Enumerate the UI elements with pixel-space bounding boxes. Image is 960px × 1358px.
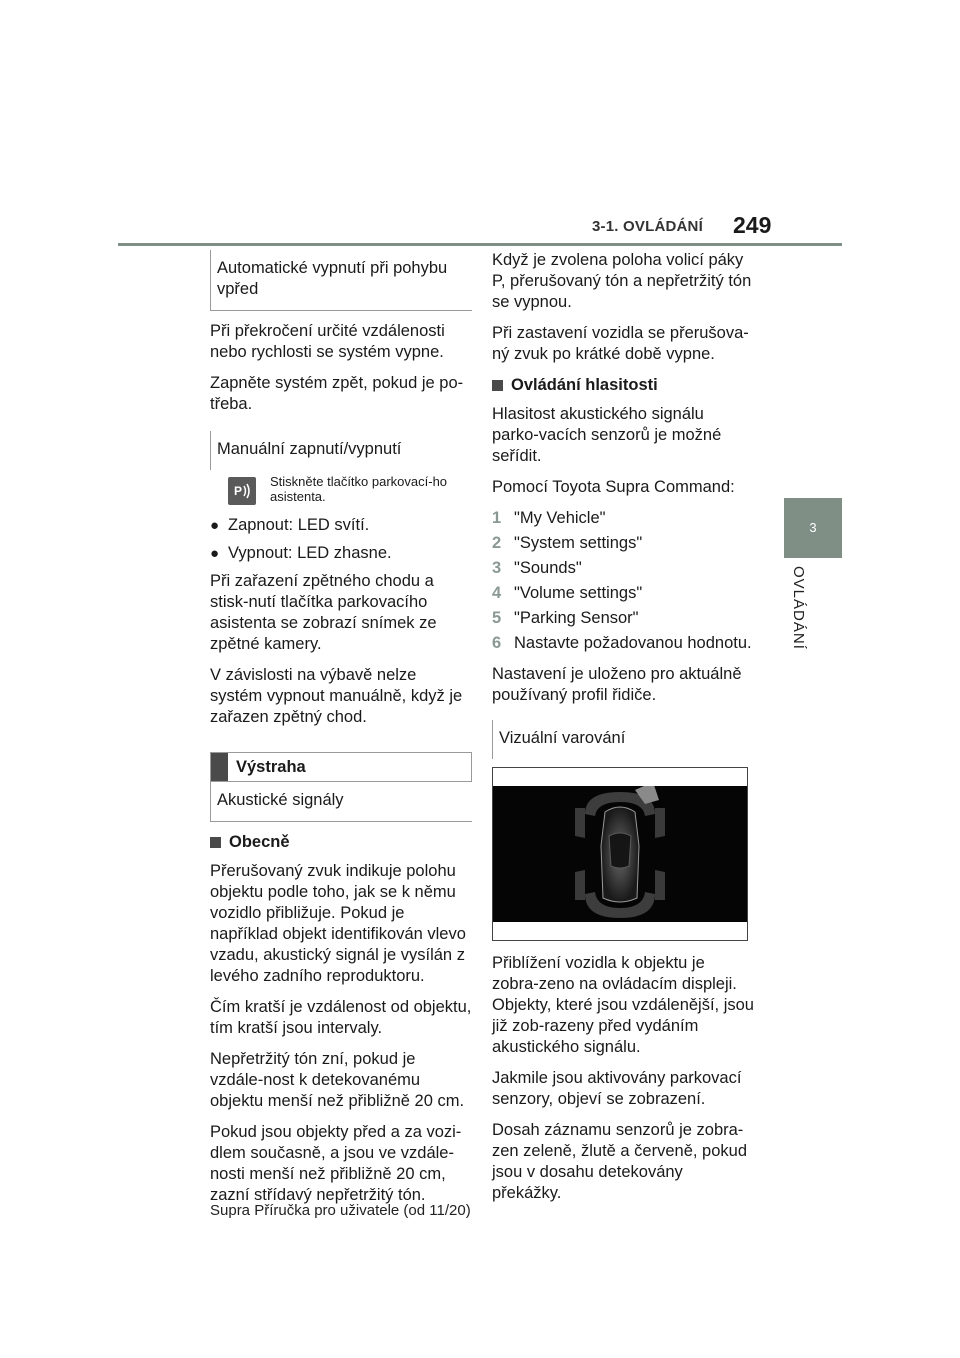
step-text: "Volume settings" xyxy=(514,584,643,602)
box-auto-off xyxy=(210,250,472,311)
step-number: 5 xyxy=(492,609,502,627)
paragraph: Při překročení určité vzdálenosti nebo rychlosti se systém vypne. xyxy=(210,322,445,361)
warning-box xyxy=(210,752,472,782)
right-column xyxy=(492,250,754,1214)
box-visual-title: Vizuální varování xyxy=(499,729,626,747)
square-bullet-icon xyxy=(210,837,221,848)
chapter-tab: 3 xyxy=(784,498,842,558)
sub-heading xyxy=(492,375,754,396)
step-text: "My Vehicle" xyxy=(514,509,606,527)
step-text: "Parking Sensor" xyxy=(514,609,639,627)
box-acoustic-title: Akustické signály xyxy=(217,791,344,809)
bullet-icon: ● xyxy=(210,517,220,534)
step-number: 6 xyxy=(492,634,502,652)
box-manual-title: Manuální zapnutí/vypnutí xyxy=(217,440,402,458)
paragraph: Nepřetržitý tón zní, pokud je vzdále-nost k detekovanému objektu menší než přibližně 20 cm. xyxy=(210,1050,465,1110)
step-number: 1 xyxy=(492,509,502,527)
paragraph: Pomocí Toyota Supra Command: xyxy=(492,478,735,496)
paragraph: Když je zvolena poloha volicí páky P, přerušovaný tón a nepřetržitý tón se vypnou. xyxy=(492,251,752,311)
list-item-text: Vypnout: LED zhasne. xyxy=(228,544,392,562)
paragraph: Hlasitost akustického signálu parko-vacích senzorů je možné seřídit. xyxy=(492,405,722,465)
sub-heading-text: Ovládání hlasitosti xyxy=(511,376,658,394)
list-item-text: Zapnout: LED svítí. xyxy=(228,516,370,534)
step-item xyxy=(492,608,754,629)
step-item xyxy=(492,533,754,554)
paragraph: Čím kratší je vzdálenost od objektu, tím kratší jsou intervaly. xyxy=(210,998,472,1037)
header-divider xyxy=(118,243,842,246)
section-title: 3-1. OVLÁDÁNÍ xyxy=(592,218,703,235)
paragraph: Zapněte systém zpět, pokud je po-třeba. xyxy=(210,374,464,413)
box-manual xyxy=(210,431,472,470)
step-item xyxy=(492,633,754,654)
footer-text: Supra Příručka pro uživatele (od 11/20) xyxy=(210,1202,471,1219)
paragraph: Při zastavení vozidla se přerušova-ný zvuk po krátké době vypne. xyxy=(492,324,749,363)
step-text: "System settings" xyxy=(514,534,643,552)
paragraph: Dosah záznamu senzorů je zobra-zen zeleně, žlutě a červeně, pokud jsou v dosahu detekovány překážky. xyxy=(492,1121,748,1202)
step-item xyxy=(492,558,754,579)
chapter-tab-label: OVLÁDÁNÍ xyxy=(790,566,807,650)
paragraph: V závislosti na výbavě nelze systém vypnout manuálně, když je zařazen zpětný chod. xyxy=(210,666,463,726)
svg-text:P: P xyxy=(234,484,243,498)
paragraph: Jakmile jsou aktivovány parkovací senzory, objeví se zobrazení. xyxy=(492,1069,742,1108)
step-text: Nastavte požadovanou hodnotu. xyxy=(514,634,752,652)
box-auto-off-title: Automatické vypnutí při pohybu vpřed xyxy=(217,259,448,298)
step-number: 3 xyxy=(492,559,502,577)
box-visual xyxy=(492,720,754,759)
box-acoustic xyxy=(210,782,472,822)
paragraph: Při zařazení zpětného chodu a stisk-nutí tlačítka parkovacího asistenta se zobrazí snímek ze zpětné kamery. xyxy=(210,572,437,653)
parking-button-caption: Stiskněte tlačítko parkovací-ho asistenta. xyxy=(270,474,448,504)
left-column xyxy=(210,250,472,1216)
parking-display-image xyxy=(492,767,748,941)
step-number: 4 xyxy=(492,584,502,602)
warning-label: Výstraha xyxy=(236,758,306,776)
steps-list xyxy=(492,508,754,654)
display-screen xyxy=(493,786,747,922)
list-item xyxy=(210,543,472,564)
bullet-icon: ● xyxy=(210,545,220,562)
sub-heading xyxy=(210,832,472,853)
page-number: 249 xyxy=(733,212,772,238)
step-number: 2 xyxy=(492,534,502,552)
warning-bar xyxy=(211,753,228,781)
parking-assist-icon xyxy=(228,477,256,505)
parking-button-row xyxy=(228,474,472,505)
list-item xyxy=(210,515,472,536)
step-item xyxy=(492,583,754,604)
paragraph: Nastavení je uloženo pro aktuálně používaný profil řidiče. xyxy=(492,665,742,704)
paragraph: Pokud jsou objekty před a za vozi-dlem současně, a jsou ve vzdále-nosti menší než přibližně 20 cm, zazní střídavý nepřetržitý tón. xyxy=(210,1123,462,1204)
step-text: "Sounds" xyxy=(514,559,582,577)
paragraph: Přerušovaný zvuk indikuje polohu objektu podle toho, jak se k němu vozidlo přibližuje. Pokud je například objekt identifikován vlevo vzadu, akustický signál je vysílán z levého zadního reproduktoru. xyxy=(210,862,466,985)
square-bullet-icon xyxy=(492,380,503,391)
step-item xyxy=(492,508,754,529)
sub-heading-text: Obecně xyxy=(229,833,290,851)
paragraph: Přiblížení vozidla k objektu je zobra-zeno na ovládacím displeji. Objekty, které jsou vzdálenější, jsou již zob-razeny před vydáním akustického signálu. xyxy=(492,954,754,1056)
